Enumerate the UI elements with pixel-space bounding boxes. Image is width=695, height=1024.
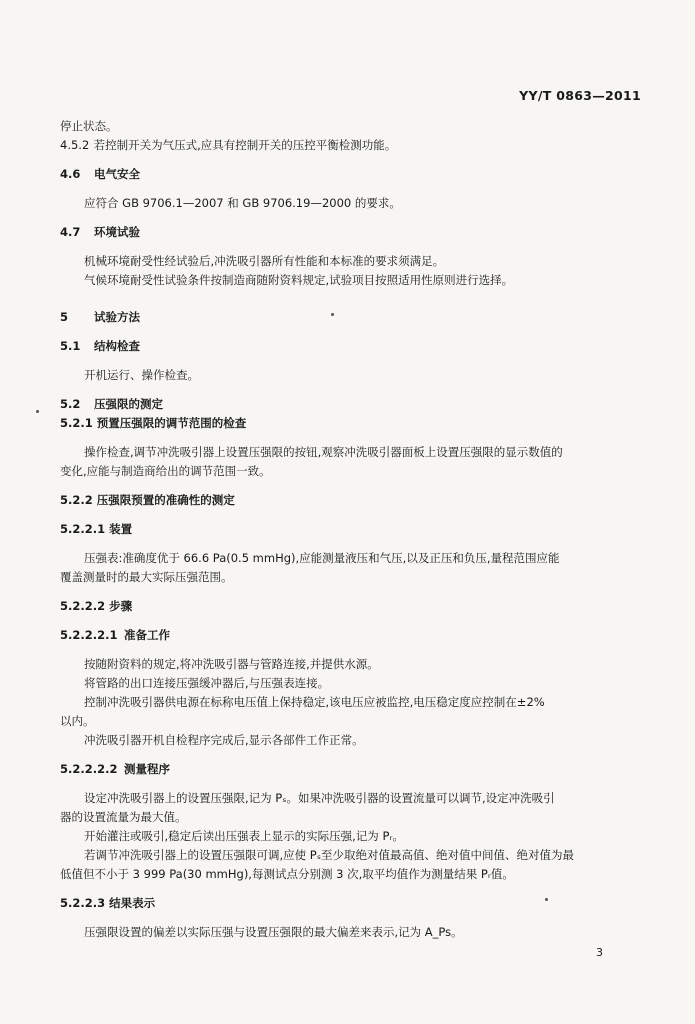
text-line: 开始灌注或吸引,稳定后读出压强表上显示的实际压强,记为 Pᵣ。 xyxy=(84,829,404,843)
text-line: 开机运行、操作检查。 xyxy=(84,368,199,382)
heading-4-7 xyxy=(60,223,628,242)
heading-text: 预置压强限的调节范围的检查 xyxy=(96,416,247,430)
heading-5-2-2-3 xyxy=(60,894,628,913)
page-body xyxy=(60,117,628,942)
heading-number: 5.2.2.2 xyxy=(60,599,106,613)
heading-5-2 xyxy=(60,395,628,414)
heading-5-2-1 xyxy=(60,414,628,433)
clause-number: 4.5.2 xyxy=(60,138,90,152)
heading-number: 5.1 xyxy=(60,339,81,353)
heading-text: 准备工作 xyxy=(124,628,171,642)
text-line: 设定冲洗吸引器上的设置压强限,记为 Pₛ。如果冲洗吸引器的设置流量可以调节,设定冲洗吸引 xyxy=(84,791,555,805)
heading-number: 5.2.2.2.2 xyxy=(60,762,118,776)
scan-speck xyxy=(36,410,39,413)
heading-text: 结果表示 xyxy=(109,896,156,910)
heading-text: 电气安全 xyxy=(94,167,141,181)
heading-text: 压强限的测定 xyxy=(94,397,164,411)
heading-text: 结构检查 xyxy=(94,339,141,353)
text-line: 以内。 xyxy=(60,714,95,728)
scan-speck xyxy=(545,898,548,901)
heading-5-2-2 xyxy=(60,491,628,510)
heading-number: 5.2.2.2.1 xyxy=(60,628,118,642)
standard-number: YY/T 0863—2011 xyxy=(519,88,641,103)
heading-5-2-2-2-2 xyxy=(60,760,628,779)
heading-4-6 xyxy=(60,165,628,184)
heading-text: 环境试验 xyxy=(94,225,141,239)
text-line: 冲洗吸引器开机自检程序完成后,显示各部件工作正常。 xyxy=(84,733,364,747)
text-line: 将管路的出口连接压强缓冲器后,与压强表连接。 xyxy=(84,676,330,690)
scan-speck xyxy=(331,313,334,316)
heading-number: 5.2.2 xyxy=(60,493,93,507)
heading-number: 5 xyxy=(60,310,69,324)
heading-text: 压强限预置的准确性的测定 xyxy=(96,493,235,507)
text-line: 机械环境耐受性经试验后,冲洗吸引器所有性能和本标准的要求须满足。 xyxy=(84,254,445,268)
text-line: 按随附资料的规定,将冲洗吸引器与管路连接,并提供水源。 xyxy=(84,657,379,671)
heading-number: 5.2.2.1 xyxy=(60,522,106,536)
text-line: 压强限设置的偏差以实际压强与设置压强限的最大偏差来表示,记为 A_Ps。 xyxy=(84,925,463,939)
heading-5-2-2-2 xyxy=(60,597,628,616)
text-line: 气候环境耐受性试验条件按制造商随附资料规定,试验项目按照适用性原则进行选择。 xyxy=(84,273,514,287)
heading-5-2-2-2-1 xyxy=(60,626,628,645)
heading-text: 试验方法 xyxy=(94,310,141,324)
text-line: 应符合 GB 9706.1—2007 和 GB 9706.19—2000 的要求。 xyxy=(84,196,401,210)
text-line: 低值但不小于 3 999 Pa(30 mmHg),每测试点分别测 3 次,取平均值作为测量结果 Pᵣ值。 xyxy=(60,867,514,881)
text-line: 压强表:准确度优于 66.6 Pa(0.5 mmHg),应能测量液压和气压,以及正压和负压,量程范围应能 xyxy=(84,551,560,565)
text-line: 控制冲洗吸引器供电源在标称电压值上保持稳定,该电压应被监控,电压稳定度应控制在±2% xyxy=(84,695,545,709)
text-line: 器的设置流量为最大值。 xyxy=(60,810,187,824)
heading-text: 步骤 xyxy=(109,599,133,613)
heading-number: 4.6 xyxy=(60,167,81,181)
heading-5 xyxy=(60,308,628,327)
text-line: 变化,应能与制造商给出的调节范围一致。 xyxy=(60,464,271,478)
heading-5-1 xyxy=(60,337,628,356)
clause-text: 若控制开关为气压式,应具有控制开关的压控平衡检测功能。 xyxy=(93,138,397,152)
heading-number: 5.2.2.3 xyxy=(60,896,106,910)
heading-5-2-2-1 xyxy=(60,520,628,539)
heading-text: 测量程序 xyxy=(124,762,171,776)
heading-number: 5.2.1 xyxy=(60,416,93,430)
text-line: 操作检查,调节冲洗吸引器上设置压强限的按钮,观察冲洗吸引器面板上设置压强限的显示数值的 xyxy=(84,445,563,459)
heading-text: 装置 xyxy=(109,522,133,536)
page-number: 3 xyxy=(596,946,603,959)
text-line: 覆盖测量时的最大实际压强范围。 xyxy=(60,570,233,584)
clause-4-5-2 xyxy=(60,136,628,155)
text-line: 停止状态。 xyxy=(60,119,118,133)
heading-number: 5.2 xyxy=(60,397,81,411)
heading-number: 4.7 xyxy=(60,225,81,239)
text-line: 若调节冲洗吸引器上的设置压强限可调,应使 Pₛ至少取绝对值最高值、绝对值中间值、绝对值为最 xyxy=(84,848,575,862)
